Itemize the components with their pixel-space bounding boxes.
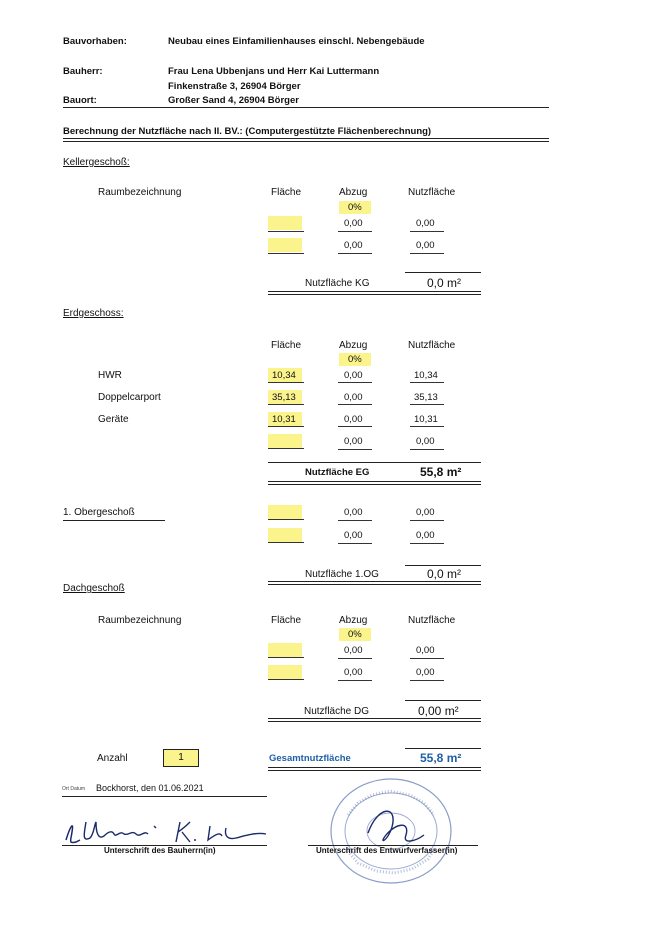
og-row2-abzug: 0,00 xyxy=(344,530,363,541)
kg-section-title: Kellergeschoß: xyxy=(63,157,130,168)
anzahl-value[interactable]: 1 xyxy=(163,749,199,767)
gesamt-underline xyxy=(268,767,481,771)
dg-col-deduction: Abzug xyxy=(339,615,368,626)
dg-row1-abzug: 0,00 xyxy=(344,645,363,656)
dg-deduction-pct: 0% xyxy=(348,629,362,640)
dg-col-room: Raumbezeichnung xyxy=(98,615,182,626)
bauort-label: Bauort: xyxy=(63,95,97,106)
kg-row1-nutz: 0,00 xyxy=(416,218,435,229)
gesamt-value: 55,8 m² xyxy=(420,751,462,765)
dg-total-label: Nutzfläche DG xyxy=(304,706,370,717)
eg-deduction-pct: 0% xyxy=(348,354,362,365)
eg-row4-nutz: 0,00 xyxy=(416,436,435,447)
og-row1-abzug: 0,00 xyxy=(344,507,363,518)
dg-row2-abzug: 0,00 xyxy=(344,667,363,678)
eg-row1-nutz: 10,34 xyxy=(414,370,438,381)
anzahl-label: Anzahl xyxy=(97,753,128,764)
kg-total-label: Nutzfläche KG xyxy=(305,278,370,289)
eg-row3-nutz: 10,31 xyxy=(414,414,438,425)
og-total-value: 0,0 m² xyxy=(427,567,462,581)
title-underline xyxy=(63,138,549,142)
bauherr-line2: Finkenstraße 3, 26904 Börger xyxy=(168,81,301,92)
eg-row4-area-cell[interactable] xyxy=(268,434,302,448)
entwurf-signature-label: Unterschrift des Entwurfverfasser(in) xyxy=(316,846,458,855)
ort-datum-label: Ort Datum xyxy=(62,786,86,792)
dg-row1-nutz: 0,00 xyxy=(416,645,435,656)
bauherr-signature-label: Unterschrift des Bauherrn(in) xyxy=(104,846,216,855)
eg-row2-area: 35,13 xyxy=(272,392,296,403)
kg-col-area: Fläche xyxy=(271,187,302,198)
eg-total-value: 55,8 m² xyxy=(420,465,462,479)
bauvorhaben-value: Neubau eines Einfamilienhauses einschl. Nebengebäude xyxy=(168,36,425,47)
dg-row2-area-cell[interactable] xyxy=(268,665,302,679)
eg-row3-area: 10,31 xyxy=(272,414,296,425)
eg-row1-area: 10,34 xyxy=(272,370,296,381)
bauherr-line1: Frau Lena Ubbenjans und Herr Kai Luttermann xyxy=(168,66,380,77)
eg-total-underline xyxy=(268,481,481,485)
header-divider xyxy=(63,107,549,108)
og-row2-nutz: 0,00 xyxy=(416,530,435,541)
bauort-value: Großer Sand 4, 26904 Börger xyxy=(168,95,299,106)
kg-col-usable: Nutzfläche xyxy=(408,187,456,198)
kg-row1-area-cell[interactable] xyxy=(268,216,302,230)
dg-total-underline xyxy=(268,718,481,722)
eg-row1-abzug: 0,00 xyxy=(344,370,363,381)
dg-section-title: Dachgeschoß xyxy=(63,583,125,594)
dg-total-value: 0,00 m² xyxy=(418,704,459,718)
eg-row1-name: HWR xyxy=(98,370,122,381)
eg-row2-name: Doppelcarport xyxy=(98,392,161,403)
kg-row1-abzug: 0,00 xyxy=(344,218,363,229)
kg-row2-area-cell[interactable] xyxy=(268,238,302,252)
kg-row2-abzug: 0,00 xyxy=(344,240,363,251)
eg-section-title: Erdgeschoss: xyxy=(63,308,124,319)
og-row1-nutz: 0,00 xyxy=(416,507,435,518)
kg-col-room: Raumbezeichnung xyxy=(98,187,182,198)
bauherr-label: Bauherr: xyxy=(63,66,103,77)
og-total-underline xyxy=(268,581,481,585)
eg-row3-abzug: 0,00 xyxy=(344,414,363,425)
eg-col-usable: Nutzfläche xyxy=(408,340,456,351)
dg-row2-nutz: 0,00 xyxy=(416,667,435,678)
dg-row1-area-cell[interactable] xyxy=(268,643,302,657)
eg-row3-name: Geräte xyxy=(98,414,129,425)
kg-col-deduction: Abzug xyxy=(339,187,368,198)
og-row2-area-cell[interactable] xyxy=(268,528,302,542)
ort-datum-value: Bockhorst, den 01.06.2021 xyxy=(96,783,204,793)
dg-col-area: Fläche xyxy=(271,615,302,626)
document-title: Berechnung der Nutzfläche nach II. BV.: (Computergestützte Flächenberechnung) xyxy=(63,126,432,137)
bauvorhaben-label: Bauvorhaben: xyxy=(63,36,127,47)
kg-row2-nutz: 0,00 xyxy=(416,240,435,251)
eg-row4-abzug: 0,00 xyxy=(344,436,363,447)
eg-row2-abzug: 0,00 xyxy=(344,392,363,403)
og-section-title: 1. Obergeschoß xyxy=(63,507,135,518)
kg-total-value: 0,0 m² xyxy=(427,276,462,290)
dg-col-usable: Nutzfläche xyxy=(408,615,456,626)
eg-col-deduction: Abzug xyxy=(339,340,368,351)
architect-stamp xyxy=(328,775,454,887)
eg-total-label: Nutzfläche EG xyxy=(305,467,370,478)
og-row1-area-cell[interactable] xyxy=(268,505,302,519)
eg-col-area: Fläche xyxy=(271,340,302,351)
gesamt-label: Gesamtnutzfläche xyxy=(269,753,351,764)
kg-deduction-pct: 0% xyxy=(348,202,362,213)
eg-row2-nutz: 35,13 xyxy=(414,392,438,403)
kg-total-underline xyxy=(268,291,481,295)
og-total-label: Nutzfläche 1.OG xyxy=(305,569,379,580)
